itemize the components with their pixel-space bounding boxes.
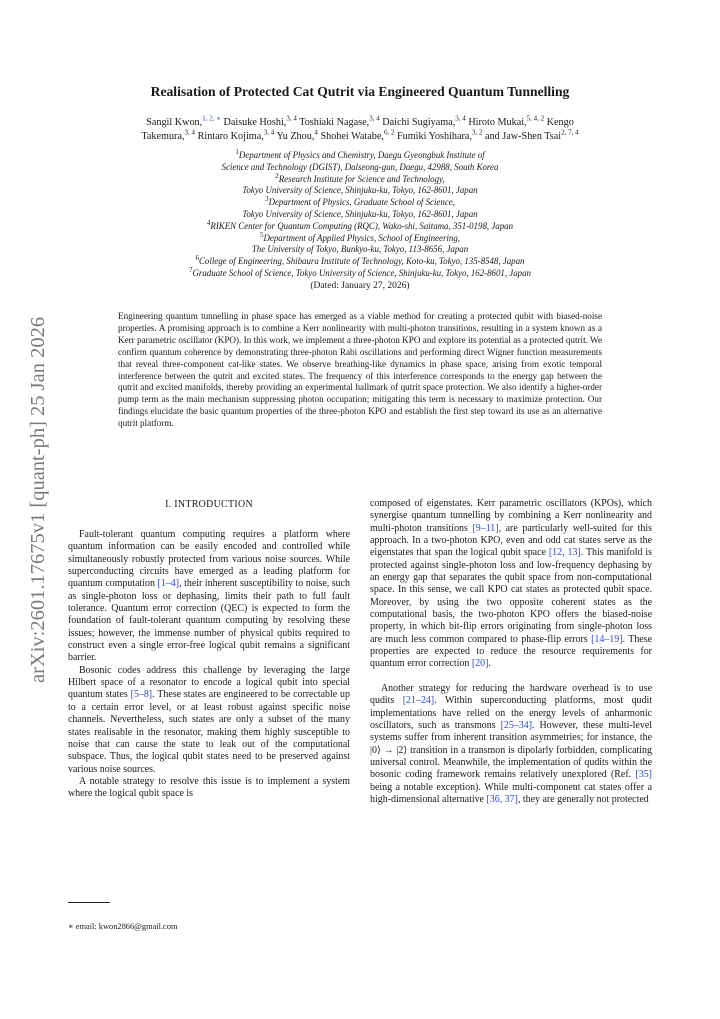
author: Sangil Kwon,	[146, 117, 203, 128]
citation-link[interactable]: [36, 37]	[486, 793, 518, 805]
author: Toshiaki Nagase,	[296, 117, 370, 128]
author: Daichi Sugiyama,	[379, 117, 456, 128]
footnote-rule	[68, 902, 110, 903]
citation-link[interactable]: [25–34]	[500, 719, 533, 731]
citation-link[interactable]: [14–19]	[591, 633, 623, 645]
author: Fumiki Yoshihara,	[394, 131, 472, 142]
footnote-email: ∗ email: kwon2866@gmail.com	[68, 922, 178, 931]
citation-link[interactable]: [35]	[635, 769, 652, 781]
author-affil-sup: 3, 4	[369, 114, 380, 123]
paragraph: Fault-tolerant quantum computing requires a platform where quantum information can be easily encoded and controlled while simultaneously robustly protected from various noise sources. While superconducting circuits have emerged as a leading platform for quantum computation [1–4], their inherent susceptibility to noise, such as single-photon loss or dephasing, limits their path to full fault tolerance. Quantum error correction (QEC) is expected to form the foundation of fault-tolerant quantum computing by resolving these issues; however, the immense number of physical qubits required to construct even a single error-free logical qubit remains a significant barrier.	[68, 529, 350, 664]
left-column	[68, 529, 350, 801]
paragraph: Bosonic codes address this challenge by leveraging the large Hilbert space of a resonator to encode a logical qubit into special quantum states [5–8]. These states are engineered to be correctable up to a certain error level, or at least robust against specific noise channels. Nevertheless, such states are only a subset of the many states realisable in the resonator, making them highly susceptible to noise that can cause the state to leak out of the computational subspace. Thus, the logical qubit states need to be preserved against various noise sources.	[68, 664, 350, 775]
right-column	[370, 498, 652, 806]
author-affil-sup: 3, 4	[286, 114, 297, 123]
affiliation-6: $^6$College of Engineering, Shibaura Institute of Technology, Koto-ku, Tokyo, 135-8548, Japan	[195, 254, 525, 267]
author: Rintaro Kojima,	[195, 131, 264, 142]
affiliation-1: $^1$Department of Physics and Chemistry, Daegu Gyeongbuk Institute of Science and Technology (DGIST), Dalseong-gun, Daegu, 42988, South Korea	[221, 148, 499, 172]
affiliation-2: $^2$Research Institute for Science and Technology, Tokyo University of Science, Shinjuku-ku, Tokyo, 162-8601, Japan	[242, 171, 478, 196]
author-affil-sup: 5, 4, 2	[526, 114, 545, 123]
affiliations	[60, 150, 660, 293]
citation-link[interactable]: [9–11]	[472, 522, 499, 534]
abstract: Engineering quantum tunnelling in phase space has emerged as a viable method for creating a protected qubit with biased-noise properties. A promising approach is to combine a Kerr nonlinearity with multi-photon transitions, resulting in a system known as a Kerr parametric oscillator (KPO). In this work, we implement a three-photon KPO and explore its potential as a protected qutrit. We confirm quantum coherence by demonstrating three-photon Rabi oscillations and performing direct Wigner function measurements that reveal three-component cat-like states. We observe breathing-like dynamics in phase space, arising from exotic temporal interference between the qutrit and excited states. The frequency of this interference corresponds to the energy gap between the qutrit and excited manifolds, thereby providing an experimental hallmark of qutrit space protection. We also identify a higher-order pump term as the main mechanism suppressing photon occupation; mitigating this term is necessary to maximize protection. Our findings elucidate the basic quantum properties of the three-photon KPO and establish the first step toward its use as an alternative qutrit platform.	[118, 311, 602, 429]
author-affil-sup: 3, 4	[455, 114, 466, 123]
author: Daisuke Hoshi,	[220, 117, 287, 128]
arxiv-id-text: arXiv:2601.17675v1 [quant-ph] 25 Jan 2026	[27, 316, 49, 683]
affiliation-4: $^4$RIKEN Center for Quantum Computing (RQC), Wako-shi, Saitama, 351-0198, Japan	[206, 218, 514, 231]
citation-link[interactable]: [21–24]	[402, 695, 435, 707]
paragraph: composed of eigenstates. Kerr parametric oscillators (KPOs), which synergise quantum tunnelling by combining a Kerr nonlinearity and multi-photon transitions [9–11], are particularly well-suited for this approach. In a two-photon KPO, even and odd cat states serve as the eigenstates that span the logical qubit space [12, 13]. This manifold is protected against single-photon loss and low-frequency dephasing by an energy gap that separates the qubit space from non-computational space. In this sense, we call KPO cat states as protected qubit space. Moreover, by using the two opposite coherent states as the computational basis, the two-photon KPO offers the biased-noise property, in which bit-flip errors originating from single-photon loss are much less common compared to phase-flip errors [14–19]. These properties are expected to reduce the resource requirements for quantum error correction [20].	[370, 498, 652, 670]
author-affil-sup: 2, 7, 4	[561, 128, 579, 137]
author-affil-sup: 4	[314, 128, 318, 137]
affiliation-5: $^5$Department of Applied Physics, School of Engineering, The University of Tokyo, Bunkyo-ku, Tokyo, 113-8656, Japan	[251, 230, 469, 255]
citation-link[interactable]: [12, 13]	[548, 547, 581, 559]
author-affil-sup[interactable]: 1, 2, ∗	[202, 114, 221, 123]
author: Shohei Watabe,	[317, 131, 384, 142]
author: Takemura,	[141, 131, 185, 142]
author: Yu Zhou,	[274, 131, 315, 142]
author-affil-sup: 6, 2	[383, 128, 395, 137]
arxiv-identifier-stamp	[14, 285, 54, 685]
citation-link[interactable]: [1–4]	[157, 578, 180, 590]
citation-link[interactable]: [20]	[471, 658, 489, 670]
citation-link[interactable]: [5–8]	[130, 689, 153, 701]
author-list	[60, 116, 660, 144]
paragraph: Another strategy for reducing the hardware overhead is to use qudits [21–24]. Within superconducting platforms, most qudit implementations have relied on the energy levels of anharmonic oscillators, such as transmons [25–34]. However, these multi-level systems suffer from inherent transition asymmetries; for instance, the |0⟩ → |2⟩ transition in a transmon is dipolarly forbidden, complicating universal control. Meanwhile, the implementation of qudits within the bosonic coding framework remains relatively unexplored (Ref. [35] being a notable exception). While multi-component cat states offer a high-dimensional alternative [36, 37], they are generally not protected	[370, 682, 652, 805]
author-affil-sup: 3, 2	[472, 128, 483, 137]
author: Kengo	[544, 117, 574, 128]
section-heading: I. INTRODUCTION	[165, 499, 253, 510]
affiliation-3: $^3$Department of Physics, Graduate School of Science, Tokyo University of Science, Shinjuku-ku, Tokyo, 162-8601, Japan	[242, 195, 478, 219]
author: and Jaw-Shen Tsai	[482, 131, 562, 142]
paragraph: A notable strategy to resolve this issue is to implement a system where the logical qubit space is	[68, 775, 350, 800]
dated-line: (Dated: January 27, 2026)	[310, 280, 410, 291]
author: Hiroto Mukai,	[465, 117, 527, 128]
affiliation-7: $^7$Graduate School of Science, Tokyo University of Science, Shinjuku-ku, Tokyo, 162-8601, Japan	[189, 266, 531, 278]
author-affil-sup: 3, 4	[184, 128, 196, 137]
paper-title: Realisation of Protected Cat Qutrit via Engineered Quantum Tunnelling	[150, 84, 570, 99]
author-affil-sup: 3, 4	[263, 128, 275, 137]
